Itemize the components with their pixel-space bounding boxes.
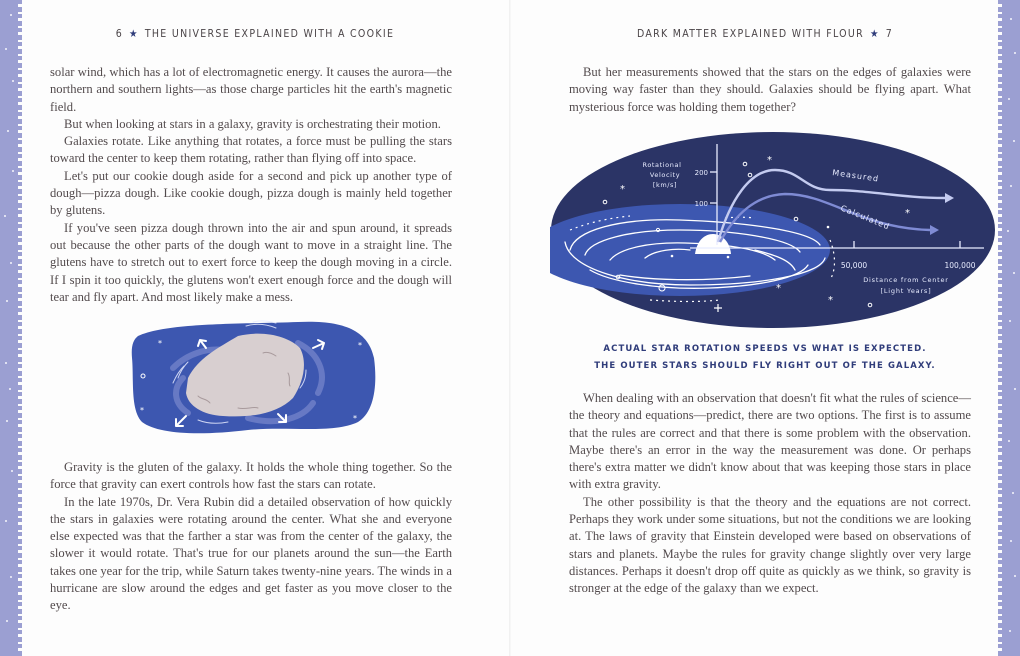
svg-text:*: * [140, 406, 144, 415]
svg-text:*: * [353, 414, 357, 423]
y-axis-label-line2: Velocity [649, 171, 681, 179]
figure-caption-line2: THE OUTER STARS SHOULD FLY RIGHT OUT OF THE GALAXY. [594, 361, 936, 371]
body-text-top [569, 64, 971, 116]
svg-text:*: * [767, 155, 772, 166]
svg-text:*: * [158, 339, 162, 348]
paragraph: When dealing with an observation that doesn't fit what the rules of science—the theory and equations—predict, there are two options. The first is to assume that the rules are correct and that there is some problem with the observation. Maybe there's an error in the way the measurement was done. Or perhaps there's extra matter we didn't know about that was keeping those stars in place with extra gravity. [569, 391, 971, 492]
y-tick-100: 100 [694, 200, 708, 208]
pizza-dough-illustration [128, 318, 378, 438]
paragraph: But when looking at stars in a galaxy, gravity is orchestrating their motion. [64, 116, 441, 131]
x-axis-label-line2: [Light Years] [880, 287, 932, 295]
galaxy-rotation-curve-illustration [550, 130, 996, 330]
y-axis-label-line3: [km/s] [652, 181, 678, 189]
paragraph: The other possibility is that the theory and the equations are not correct. Perhaps they work under some situations, but not the conditions we are looking at. The laws of gravity that Einstein developed were based on observations of stars and planets. Maybe the rules for gravity change slightly over very large distances. Perhaps it doesn't drop off quite as quickly as we think, so gravity is stronger at the edge of the galaxy than we expect. [569, 494, 971, 596]
paragraph: Let's put our cookie dough aside for a second and pick up another type of dough—pizza dough. Like cookie dough, pizza dough is mainly held together by glutens. [50, 168, 452, 218]
y-axis-label-line1: Rotational [642, 161, 682, 169]
paragraph: Gravity is the gluten of the galaxy. It holds the whole thing together. So the force that gravity can exert controls how fast the stars can rotate. [50, 460, 452, 492]
body-text-bottom [569, 390, 971, 598]
page-number: 6 [115, 28, 124, 40]
running-head [510, 28, 1020, 40]
page-number: 7 [885, 28, 894, 40]
running-title: THE UNIVERSE EXPLAINED WITH A COOKIE [144, 28, 395, 40]
right-page [510, 0, 1020, 656]
body-text-top [50, 64, 452, 306]
figure-caption-line1: ACTUAL STAR ROTATION SPEEDS VS WHAT IS EXPECTED. [603, 344, 927, 354]
svg-text:*: * [828, 295, 833, 306]
x-tick-100000: 100,000 [944, 261, 976, 270]
svg-text:*: * [358, 341, 362, 350]
paragraph: solar wind, which has a lot of electromagnetic energy. It causes the aurora—the northern and southern lights—as those charge particles hit the earth's magnetic field. [50, 65, 452, 114]
measured-label: Measured [831, 168, 880, 184]
star-icon: ★ [129, 28, 139, 40]
book-gutter [509, 0, 511, 656]
svg-text:*: * [620, 184, 625, 195]
y-tick-200: 200 [694, 169, 708, 177]
paragraph: Galaxies rotate. Like anything that rotates, a force must be pulling the stars toward the center to keep them rotating, rather than flying off into space. [50, 134, 452, 166]
paragraph: But her measurements showed that the stars on the edges of galaxies were moving way faster than they should. Galaxies should be flying apart. What mysterious force was holding them together? [569, 65, 971, 114]
page-edge-decoration [1002, 0, 1020, 656]
star-icon: ★ [869, 28, 880, 40]
body-text-bottom [50, 459, 452, 615]
paragraph: If you've seen pizza dough thrown into the air and spun around, it spreads out because the other parts of the dough want to move in a straight line. The glutens have to stretch out to exert force to keep the dough moving in a circle. If I spin it too quickly, the glutens won't exert enough force and the dough will tear and fly apart. And most likely make a mess. [50, 220, 452, 304]
running-title: DARK MATTER EXPLAINED WITH FLOUR [636, 28, 864, 40]
x-axis-label-line1: Distance from Center [863, 276, 949, 284]
x-tick-50000: 50,000 [840, 261, 868, 270]
paragraph: In the late 1970s, Dr. Vera Rubin did a detailed observation of how quickly the stars in galaxies were rotating around the center. What she and everyone else expected was that the farther a star was from the center of the galaxy, the slower it would rotate. That's true for our planets around the sun—the Earth takes one year for the trip, while Saturn takes twenty-nine years. The winds in a hurricane are slow around the edges and get faster as you move closer to the eye. [50, 494, 452, 613]
running-head [0, 28, 510, 40]
svg-text:*: * [776, 283, 781, 294]
page-edge-decoration [0, 0, 18, 656]
svg-text:*: * [905, 208, 910, 219]
calculated-label: Calculated [839, 203, 892, 232]
